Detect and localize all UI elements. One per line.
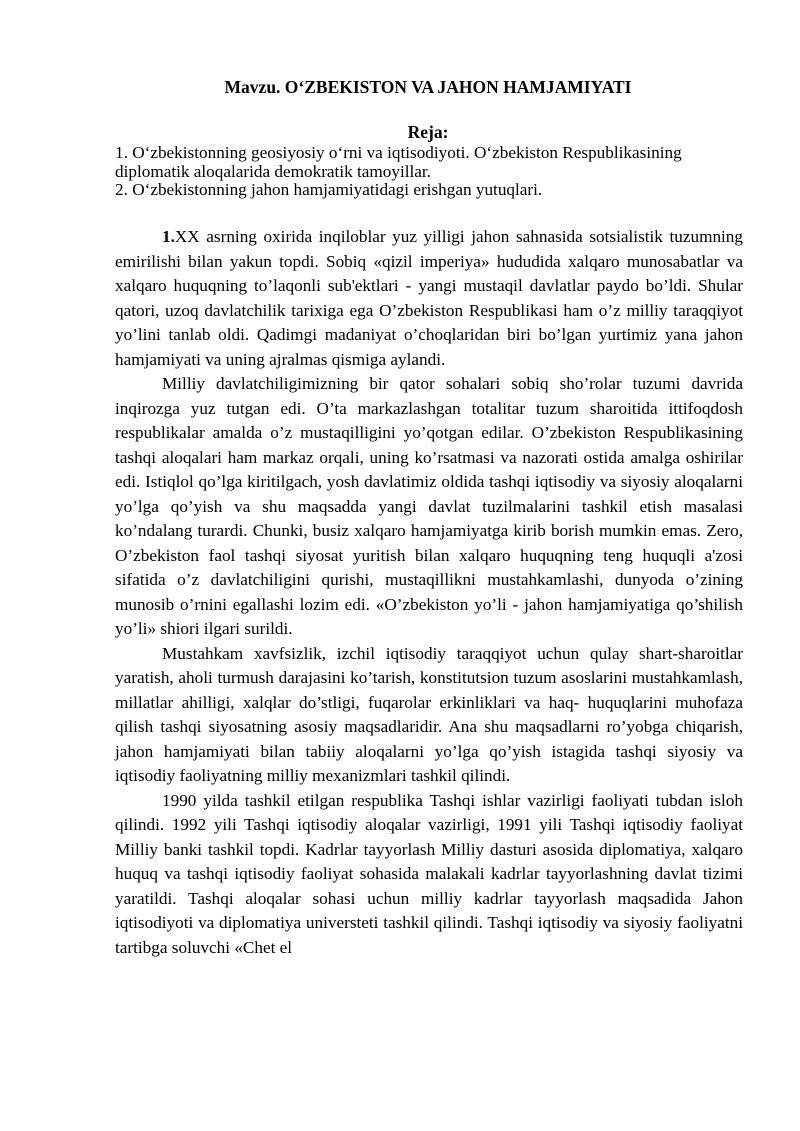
body-paragraph: Milliy davlatchiligimizning bir qator sohalari sobiq sho’rolar tuzumi davrida inqirozga yuz tutgan edi. O’ta markazlashgan totalitar tuzum sharoitida ittifoqdosh respublikalar amalda o’z mustaqilligini yo’qotgan edilar. O’zbekiston Respublikasining tashqi aloqalari ham markaz orqali, uning ko’rsatmasi va nazorati ostida amalga oshirilar edi. Istiqlol qo’lga kiritilgach, yosh davlatimiz oldida tashqi iqtisodiy va siyosiy aloqalarni yo’lga qo’yish va shu maqsadda yangi davlat tuzilmalarini tashkil etish masalasi ko’ndalang turardi. Chunki, busiz xalqaro hamjamiyatga kirib borish mumkin emas. Zero, O’zbekiston faol tashqi siyosat yuritish bilan xalqaro huquqning teng huquqli a'zosi sifatida o’z davlatchiligini qurishi, mustaqillikni mustahkamlashi, dunyoda o’zining munosib o’rnini egallashi lozim edi. «O’zbekiston yo’li - jahon hamjamiyatiga qo’shilish yo’li» shiori ilgari surildi. <box>115 374 743 638</box>
section-number: 1. <box>162 227 175 246</box>
body-paragraph: Mustahkam xavfsizlik, izchil iqtisodiy taraqqiyot uchun qulay shart-sharoitlar yaratish, aholi turmush darajasini ko’tarish, konstitutsion tuzum asoslarini mustahkamlash, millatlar ahilligi, xalqlar do’stligi, fuqarolar erkinliklari va haq- huquqlarini muhofaza qilish tashqi siyosatning asosiy maqsadlaridir. Ana shu maqsadlarni ro’yobga chiqarish, jahon hamjamiyati bilan tabiiy aloqalarni yo’lga qo’yish istagida tashqi siyosiy va iqtisodiy faoliyatning milliy mexanizmlari tashkil qilindi. <box>115 643 743 785</box>
plan-item: 2. O‘zbekistonning jahon hamjamiyatidagi erishgan yutuqlari. <box>115 180 543 199</box>
document-title: Mavzu. O‘ZBEKISTON VA JAHON HAMJAMIYATI <box>224 77 632 97</box>
document-body <box>115 225 743 960</box>
plan-heading: Reja: <box>407 122 449 142</box>
paragraph-text: XX asrning oxirida inqiloblar yuz yilligi jahon sahnasida sotsialistik tuzumning emirilishi bilan yakun topdi. Sobiq «qizil imperiya» hududida xalqaro munosabatlar va xalqaro huquqning to’laqonli sub'ektlari - yangi mustaqil davlatlar paydo bo’ldi. Shular qatori, uzoq davlatchilik tarixiga ega O’zbekiston Respublikasi ham o’z milliy taraqqiyot yo’lini tanlab oldi. Qadimgi madaniyat o’choqlaridan biri bo’lgan yurtimiz yana jahon hamjamiyati va uning ajralmas qismiga aylandi. <box>115 227 743 369</box>
plan-item: 1. O‘zbekistonning geosiyosiy o‘rni va iqtisodiyoti. O‘zbekiston Respublikasining diplomatik aloqalarida demokratik tamoyillar. <box>115 143 682 181</box>
plan-list <box>115 144 743 200</box>
body-paragraph <box>115 225 743 372</box>
body-paragraph: 1990 yilda tashkil etilgan respublika Tashqi ishlar vazirligi faoliyati tubdan isloh qilindi. 1992 yili Tashqi iqtisodiy aloqalar vazirligi, 1991 yili Tashqi iqtisodiy faoliyat Milliy banki tashkil topdi. Kadrlar tayyorlash Milliy dasturi asosida diplomatiya, xalqaro huquq va tashqi iqtisodiy faoliyat sohasida malakali kadrlar tayyorlashning davlat tizimi yaratildi. Tashqi aloqalar sohasi uchun milliy kadrlar tayyorlash maqsadida Jahon iqtisodiyoti va diplomatiya universteti tashkil qilindi. Tashqi iqtisodiy va siyosiy faoliyatni tartibga soluvchi «Chet el <box>115 790 743 957</box>
